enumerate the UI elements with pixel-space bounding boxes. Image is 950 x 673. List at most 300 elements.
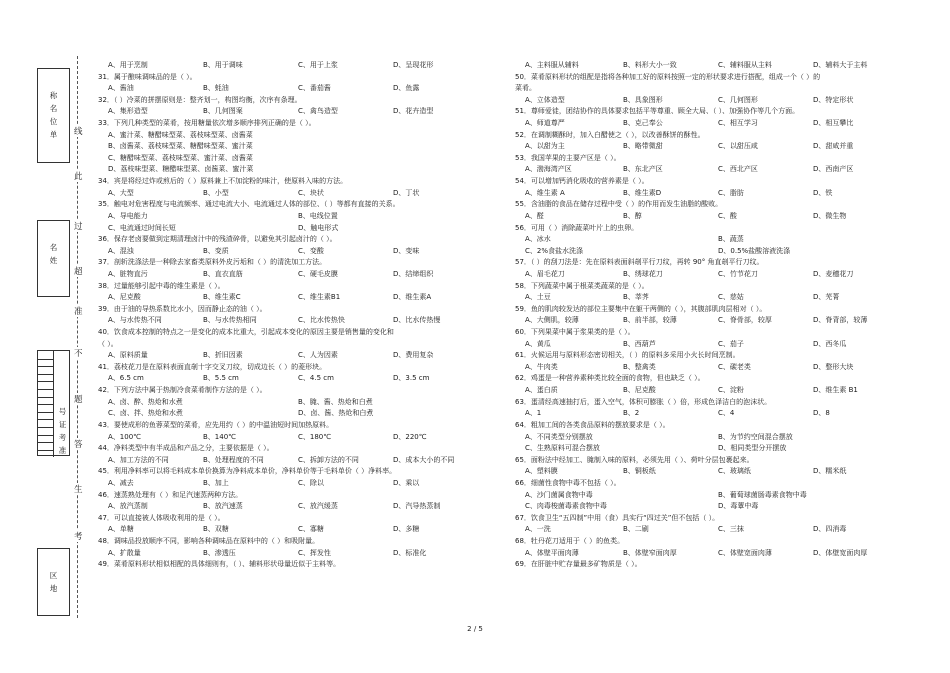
sidebar-box-name <box>37 220 70 297</box>
answer-option: A、单糖 <box>108 525 134 534</box>
answer-option: A、维生素 A <box>525 188 565 197</box>
answer-option: D、比水传热慢 <box>393 316 441 325</box>
answer-option: C、放汽缓蒸 <box>298 502 338 511</box>
answer-option: A、冰水 <box>525 235 551 244</box>
answer-option: D、麦穗花刀 <box>813 269 854 278</box>
question-line <box>515 362 907 374</box>
answer-option: B、变质 <box>203 246 229 255</box>
answer-option: B、蔬蒸 <box>718 235 744 244</box>
answer-option: B、处理程度的不同 <box>203 455 264 464</box>
answer-option: D、0.5%盐酸溶液洗涤 <box>718 246 791 255</box>
question-line <box>98 118 470 130</box>
answer-option: C、体壁宽面肉薄 <box>718 548 772 557</box>
answer-option: A、扩散量 <box>108 548 141 557</box>
question-line <box>515 281 907 293</box>
answer-option: B、5.5 cm <box>203 374 239 383</box>
answer-option: D、毒蕈中毒 <box>718 502 759 511</box>
question-line <box>515 130 907 142</box>
question-line <box>515 559 907 571</box>
binding-label: 答 <box>74 440 83 450</box>
answer-option: B、放汽速蒸 <box>203 502 243 511</box>
answer-option: C、酸 <box>718 211 737 220</box>
answer-option: B、料形大小一致 <box>623 61 677 69</box>
question-text: 36．保存老卤要做到定期清理卤汁中的残渣碎骨，以避免其引起卤汁的（ ）。 <box>98 235 337 244</box>
answer-option: A、6.5 cm <box>108 374 144 383</box>
question-line <box>98 432 470 444</box>
answer-option: B、克己奉公 <box>623 119 663 128</box>
answer-option: B、140℃ <box>203 432 237 441</box>
answer-option: C、竹节花刀 <box>718 269 758 278</box>
answer-option: D、芜菁 <box>813 293 840 302</box>
question-line <box>98 95 470 107</box>
answer-option: A、大侧肌，较薄 <box>525 316 579 325</box>
question-text: 58．下列蔬菜中属于根菜类蔬菜的是（ ）。 <box>515 281 649 290</box>
question-text: 41．荔枝花刀是在原料表面直剞十字交叉刀纹，切成边长（ ）的菱形块。 <box>98 362 327 371</box>
sidebar-char: 区 <box>49 571 58 580</box>
answer-option: D、多糖 <box>393 525 420 534</box>
answer-option: A、醛 <box>525 211 544 220</box>
answer-option: B、卤酱菜、荔枝味型菜、糖醋味型菜、蜜汁菜 <box>108 142 253 151</box>
question-text: 46．速蒸熟处理有（ ）和足汽速蒸两种方法。 <box>98 490 243 499</box>
answer-option: A、用于烹制 <box>108 61 148 69</box>
question-text: 34．宾是将经过炸或煎后的（ ）原料兼上不加淀粉的味汁，使原料入味的方法。 <box>98 177 348 186</box>
question-line <box>515 83 907 95</box>
answer-option: D、鱼露 <box>393 84 420 93</box>
question-line <box>515 199 907 211</box>
question-line <box>515 141 907 153</box>
binding-label: 不 <box>74 349 83 359</box>
answer-option: C、糖醋味型菜、荔枝味型菜、蜜汁菜、卤酱菜 <box>108 153 253 162</box>
answer-option: D、维生素A <box>393 293 432 302</box>
answer-option: B、双糖 <box>203 525 229 534</box>
answer-option: B、2 <box>623 409 640 418</box>
question-line <box>98 188 470 200</box>
question-text: 61．火候运用与原料形态密切相关，（ ）的原料多采用小火长时间烹制。 <box>515 351 740 360</box>
answer-option: B、渗透压 <box>203 548 236 557</box>
answer-option: C、卤、拌、热炝和水煮 <box>108 409 183 418</box>
answer-option: D、费用复杂 <box>393 351 434 360</box>
question-line <box>515 72 907 84</box>
answer-option: C、玻璃纸 <box>718 467 751 476</box>
question-text: 44．净料类型中有半成品和产品之分，主要依据是（ ）。 <box>98 444 274 453</box>
question-line <box>98 478 470 490</box>
page-number: 2 / 5 <box>467 625 483 633</box>
question-text: 64．粗加工间的各类食品原料的摆放要求是（ ）。 <box>515 420 670 429</box>
answer-option: B、尼克酸 <box>623 386 656 395</box>
answer-option: B、加上 <box>203 478 229 487</box>
answer-option: D、乘以 <box>393 478 420 487</box>
question-line <box>515 339 907 351</box>
question-text: 43．要使成形的鱼蓉菜型的菜肴，应先用约（ ）的中温油短时间加热原料。 <box>98 420 334 429</box>
answer-option: D、卤、酱、热炝和白煮 <box>298 409 374 418</box>
answer-option: D、触电形式 <box>298 223 339 232</box>
answer-option: D、3.5 cm <box>393 374 430 383</box>
question-line <box>515 164 907 176</box>
sidebar-box-region <box>37 548 70 616</box>
answer-option: B、与水传热相同 <box>203 316 257 325</box>
answer-option: B、腌、酱、热炝和白煮 <box>298 397 373 406</box>
answer-option: B、葡萄球菌肠毒素食物中毒 <box>718 490 807 499</box>
question-line <box>98 501 470 513</box>
answer-option: C、人为因素 <box>298 351 338 360</box>
answer-option: B、整禽类 <box>623 362 656 371</box>
answer-option: A、一洗 <box>525 525 551 534</box>
question-line <box>98 292 470 304</box>
answer-option: D、花卉造型 <box>393 107 434 116</box>
binding-label: 准 <box>74 307 83 317</box>
sidebar-char: 地 <box>49 584 58 593</box>
stripe-line <box>38 404 53 405</box>
question-line <box>515 455 907 467</box>
question-line <box>515 234 907 246</box>
answer-option: B、直衣直筋 <box>203 269 243 278</box>
question-text: 52．在调制糊酥时，加入白醋使之（ ），以改善酥饼的酥性。 <box>515 130 705 139</box>
question-text: 51．尊师爱徒，团结协作的具体要求包括平等尊重、顾全大局、（ ）、加强协作等几个方面。 <box>515 107 800 116</box>
sidebar-box-unit <box>37 68 70 163</box>
answer-option: B、具象图形 <box>623 95 663 104</box>
question-text: 40．饮食成本控制的特点之一是变化的成本比重大，引起成本变化的原因主要是销售量的变化和 <box>98 328 394 337</box>
sidebar-char: 准 <box>58 446 67 455</box>
answer-option: C、西北产区 <box>718 165 758 174</box>
sidebar-char: 号 <box>58 407 67 416</box>
stripe-line <box>38 427 53 428</box>
question-line <box>98 443 470 455</box>
answer-option: C、180℃ <box>298 432 332 441</box>
binding-label: 考 <box>74 532 83 542</box>
answer-option: D、标准化 <box>393 548 427 557</box>
question-text: 32．（ ）冷菜的拼摆原则是：整齐划一，构图均衡，次序有条理。 <box>98 95 302 104</box>
answer-option: B、维生素C <box>203 293 241 302</box>
answer-option: C、比水传热快 <box>298 316 345 325</box>
question-text: 67．饮食卫生“五四制”中用（食）具实行“四过关”但不包括（ ）。 <box>515 513 720 522</box>
answer-option: D、相互攀比 <box>813 119 854 128</box>
answer-option: A、眉毛花刀 <box>525 269 565 278</box>
question-line <box>98 269 470 281</box>
question-line <box>515 408 907 420</box>
answer-option: C、辅料服从主料 <box>718 61 772 69</box>
question-line <box>98 223 470 235</box>
question-line <box>515 118 907 130</box>
question-line <box>515 490 907 502</box>
question-line <box>515 501 907 513</box>
question-line <box>98 327 470 339</box>
answer-option: C、以甜压咸 <box>718 142 758 151</box>
answer-option: A、黄瓜 <box>525 339 551 348</box>
answer-option: C、挥发性 <box>298 548 331 557</box>
question-line <box>98 153 470 165</box>
question-line <box>515 466 907 478</box>
question-text: 31．属于酿味调味品的是（ ）。 <box>98 72 197 81</box>
answer-option: B、用于调味 <box>203 61 243 69</box>
answer-option: B、二刷 <box>623 525 649 534</box>
answer-option: C、生熟原料可混合摆放 <box>525 444 600 453</box>
sidebar-char: 单 <box>49 130 58 139</box>
answer-option: C、淀粉 <box>718 386 744 395</box>
stripe-line <box>38 412 53 413</box>
answer-option: D、8 <box>813 409 830 418</box>
answer-option: A、原料质量 <box>108 351 148 360</box>
sidebar-box-exam-number <box>37 350 70 456</box>
answer-option: D、西南产区 <box>813 165 854 174</box>
question-text: 53．我国苹果的主要产区是（ ）。 <box>515 153 621 162</box>
answer-option: A、酱油 <box>108 84 134 93</box>
answer-option: B、蚝油 <box>203 84 229 93</box>
answer-option: C、几何图形 <box>718 95 758 104</box>
binding-label: 线 <box>74 127 83 137</box>
question-text: 37．剖斩洗涤法是一种除去家畜类原料外皮污垢和（ ）的清洗加工方法。 <box>98 258 327 267</box>
answer-option: C、2%食盐水洗涤 <box>525 246 583 255</box>
answer-option: B、电线位置 <box>298 211 338 220</box>
question-line <box>98 536 470 548</box>
question-text: 68．牡丹花刀适用于（ ）的鱼类。 <box>515 536 625 545</box>
answer-option: D、相同类型分开摆放 <box>718 444 787 453</box>
answer-option: D、丁状 <box>393 188 420 197</box>
answer-option: A、主料服从辅料 <box>525 61 579 69</box>
stripe-line <box>38 389 53 390</box>
question-text: 69．在肝脏中贮存量最多矿物质是（ ）。 <box>515 560 642 569</box>
question-line <box>98 304 470 316</box>
answer-option: B、略带微甜 <box>623 142 663 151</box>
answer-option: C、硬毛皮膜 <box>298 269 338 278</box>
answer-option: C、脊骨部，较厚 <box>718 316 772 325</box>
answer-option: C、茄子 <box>718 339 744 348</box>
question-line <box>98 362 470 374</box>
answer-option: D、糯米纸 <box>813 467 847 476</box>
binding-label: 此 <box>74 172 83 182</box>
answer-option: B、折旧因素 <box>203 351 243 360</box>
answer-option: C、电流通过时间长短 <box>108 223 176 232</box>
question-text: 50．菜肴原料形状的组配是指将各种加工好的原料按照一定的形状要求进行搭配，组成一个（ ）的 <box>515 72 821 81</box>
question-line <box>98 257 470 269</box>
question-text: 60．下列果菜中属于浆果类的是（ ）。 <box>515 328 635 337</box>
answer-option: A、沙门菌属食物中毒 <box>525 490 593 499</box>
answer-option: C、禽鸟造型 <box>298 107 338 116</box>
question-text: 菜肴。 <box>515 84 536 93</box>
question-line <box>515 153 907 165</box>
answer-option: A、与水传热不同 <box>108 316 162 325</box>
stripe-line <box>38 442 53 443</box>
answer-option: C、三抹 <box>718 525 744 534</box>
region-label <box>38 549 69 595</box>
answer-option: A、师道尊严 <box>525 119 565 128</box>
answer-option: B、为节约空间混合摆放 <box>718 432 793 441</box>
answer-option: A、体壁平面肉薄 <box>525 548 579 557</box>
answer-option: B、莘荠 <box>623 293 649 302</box>
answer-option: D、体壁宽面肉厚 <box>813 548 868 557</box>
question-line <box>98 373 470 385</box>
answer-option: A、蜜汁菜、糖醋味型菜、荔枝味型菜、卤酱菜 <box>108 130 253 139</box>
question-text: 35．触电对危害程度与电流频率、通过电流大小、电流通过人体的部位、（ ）等都有直接的关系。 <box>98 200 400 209</box>
answer-option: C、寡糖 <box>298 525 324 534</box>
question-line <box>515 188 907 200</box>
question-line <box>515 304 907 316</box>
sidebar-char: 名 <box>49 243 58 252</box>
question-line <box>515 106 907 118</box>
exam-number-label <box>54 405 71 457</box>
question-column-right <box>515 60 907 571</box>
answer-option: C、肉毒梭菌毒素食物中毒 <box>525 502 607 511</box>
answer-option: C、4.5 cm <box>298 374 334 383</box>
question-line <box>98 315 470 327</box>
sidebar-char: 考 <box>58 433 67 442</box>
answer-option: D、四消毒 <box>813 525 847 534</box>
stripe-line <box>38 419 53 420</box>
question-text: 56．可用（ ）消除蔬菜叶片上的虫卵。 <box>515 223 639 232</box>
answer-option: B、醇 <box>623 211 642 220</box>
question-line <box>515 385 907 397</box>
stripe-line <box>38 359 53 360</box>
answer-option: C、用于上浆 <box>298 61 338 69</box>
question-line <box>98 234 470 246</box>
question-text: 54．可以增加钙消化吸收的营养素是（ ）。 <box>515 177 649 186</box>
question-text: 39．由于油的导热系数比水小，因而静止态的油（ ）。 <box>98 304 267 313</box>
question-text: 33．下列几种类型的菜肴，按用糖量依次增多顺序排列正确的是（ ）。 <box>98 119 316 128</box>
sidebar-char: 名 <box>49 104 58 113</box>
answer-option: D、甜咸并重 <box>813 142 854 151</box>
question-line <box>98 559 470 571</box>
stripe-line <box>38 450 53 451</box>
question-line <box>98 141 470 153</box>
binding-label: 题 <box>74 395 83 405</box>
answer-option: D、变味 <box>393 246 420 255</box>
answer-option: A、减去 <box>108 478 134 487</box>
answer-option: A、集形造型 <box>108 107 148 116</box>
question-line <box>98 83 470 95</box>
question-line <box>98 199 470 211</box>
answer-option: C、番茄酱 <box>298 84 331 93</box>
question-line <box>98 408 470 420</box>
answer-option: D、微生物 <box>813 211 847 220</box>
question-text: 63．蛋清经高速抽打后，蛋入空气，体积可膨胀（ ）倍，形成色泽洁白的泡沫状。 <box>515 397 772 406</box>
answer-option: C、4 <box>718 409 735 418</box>
answer-option: A、塑料膜 <box>525 467 558 476</box>
question-text: 42．下列方法中属于热制冷食菜肴制作方法的是（ ）。 <box>98 386 267 395</box>
question-line <box>98 72 470 84</box>
binding-label: 生 <box>74 485 83 495</box>
binding-label: 过 <box>74 222 83 232</box>
number-stripes <box>38 351 54 457</box>
sidebar-char: 称 <box>49 91 58 100</box>
question-text: 57．（ ）的刮刀法是：先在原料表面斜剞平行刀纹，再转 90° 角直剞平行刀纹。 <box>515 258 764 267</box>
answer-option: C、维生素B1 <box>298 293 341 302</box>
answer-option: D、辅料大于主料 <box>813 61 868 69</box>
answer-option: A、混浊 <box>108 246 134 255</box>
stripe-line <box>38 397 53 398</box>
answer-option: D、荔枝味型菜、糖醋味型菜、卤酱菜、蜜汁菜 <box>108 165 254 174</box>
stripe-line <box>38 435 53 436</box>
answer-option: A、以甜为主 <box>525 142 565 151</box>
answer-option: B、铜板纸 <box>623 467 656 476</box>
question-line <box>98 466 470 478</box>
question-line <box>515 524 907 536</box>
answer-option: A、导电能力 <box>108 211 148 220</box>
question-line <box>98 106 470 118</box>
question-line <box>98 420 470 432</box>
question-text: 45．利用净料率可以将毛料成本单价换算为净料成本单价，净料单价等于毛料单价（ ）净料率。 <box>98 467 397 476</box>
answer-option: D、维生素 B1 <box>813 386 858 395</box>
question-line <box>515 327 907 339</box>
question-line <box>515 513 907 525</box>
question-line <box>98 339 470 351</box>
question-text: （ ）。 <box>98 339 118 348</box>
answer-option: D、特定形状 <box>813 95 854 104</box>
question-line <box>98 548 470 560</box>
question-column-left <box>98 60 470 571</box>
question-line <box>98 455 470 467</box>
answer-option: D、结缔组织 <box>393 269 434 278</box>
question-line <box>515 269 907 281</box>
question-text: 62．鸡蛋是一种营养素种类比较全面的食物，但也缺乏（ ）。 <box>515 374 705 383</box>
answer-option: D、汽导热蒸制 <box>393 502 441 511</box>
question-line <box>98 176 470 188</box>
name-label <box>38 221 69 267</box>
answer-option: B、维生素D <box>623 188 662 197</box>
answer-option: B、小型 <box>203 188 229 197</box>
answer-option: A、卤、醉、热炝和水煮 <box>108 397 183 406</box>
sidebar-char: 证 <box>58 420 67 429</box>
stripe-line <box>38 381 53 382</box>
question-text: 55．含油脂的食品在储存过程中受（ ）的作用而发生油脂的酸败。 <box>515 200 723 209</box>
answer-option: A、100℃ <box>108 432 142 441</box>
question-text: 48．调味品投放顺序不同，影响各种调味品在原料中的（ ）和吸附量。 <box>98 536 320 545</box>
answer-option: A、立体造型 <box>525 95 565 104</box>
question-line <box>515 478 907 490</box>
answer-option: A、脏物直污 <box>108 269 148 278</box>
question-line <box>515 211 907 223</box>
question-line <box>98 164 470 176</box>
question-line <box>515 548 907 560</box>
answer-option: C、变酸 <box>298 246 324 255</box>
question-line <box>515 443 907 455</box>
question-line <box>98 385 470 397</box>
answer-option: D、220℃ <box>393 432 427 441</box>
answer-option: A、放汽蒸制 <box>108 502 148 511</box>
answer-option: D、西冬瓜 <box>813 339 847 348</box>
question-line <box>515 95 907 107</box>
question-text: 49．菜肴原料形状相似相配的具体细则有，（ ）、辅料形状母量近似于主料等。 <box>98 560 341 569</box>
answer-option: B、体壁窄面肉厚 <box>623 548 677 557</box>
answer-option: C、慈姑 <box>718 293 744 302</box>
answer-option: C、拆卸方法的不同 <box>298 455 359 464</box>
question-line <box>98 211 470 223</box>
unit-label <box>38 69 69 141</box>
answer-option: A、大型 <box>108 188 134 197</box>
stripe-line <box>38 374 53 375</box>
answer-option: A、1 <box>525 409 542 418</box>
answer-option: D、呈现花形 <box>393 61 434 69</box>
answer-option: A、渤海湾产区 <box>525 165 572 174</box>
question-line <box>98 490 470 502</box>
answer-option: A、加工方法的不同 <box>108 455 169 464</box>
question-line <box>515 176 907 188</box>
answer-option: A、尼克酸 <box>108 293 141 302</box>
question-text: 47．可以直接被人体吸收利用的是（ ）。 <box>98 513 225 522</box>
question-line <box>515 60 907 72</box>
question-line <box>515 223 907 235</box>
question-line <box>515 397 907 409</box>
question-line <box>515 246 907 258</box>
question-line <box>98 246 470 258</box>
answer-option: B、几何图案 <box>203 107 243 116</box>
answer-option: D、脊背部，较薄 <box>813 316 868 325</box>
answer-option: B、东北产区 <box>623 165 663 174</box>
answer-option: D、成本大小的不同 <box>393 455 455 464</box>
answer-option: A、蛋白质 <box>525 386 558 395</box>
answer-option: C、相互学习 <box>718 119 758 128</box>
question-line <box>98 397 470 409</box>
question-line <box>98 60 470 72</box>
question-line <box>515 432 907 444</box>
